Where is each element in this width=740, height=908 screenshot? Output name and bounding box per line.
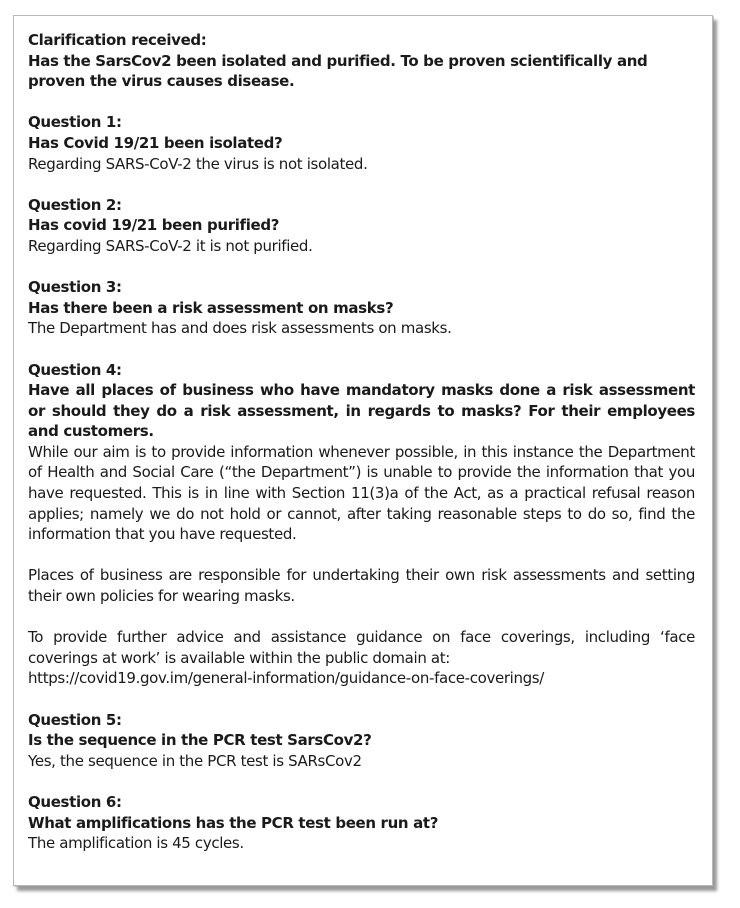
question-6-text: What amplifications has the PCR test been run at? xyxy=(28,813,439,832)
question-2-label: Question 2: xyxy=(28,195,122,214)
question-1-text: Has Covid 19/21 been isolated? xyxy=(28,133,283,152)
clarification-section xyxy=(28,30,695,92)
question-3-section xyxy=(28,277,695,339)
clarification-text: Has the SarsCov2 been isolated and purified. To be proven scientifically and proven the virus causes disease. xyxy=(28,51,648,91)
question-1-answer: Regarding SARS-CoV-2 the virus is not isolated. xyxy=(28,154,368,173)
document-content xyxy=(28,30,695,854)
question-5-text: Is the sequence in the PCR test SarsCov2? xyxy=(28,731,372,750)
question-4-answer-paragraph-1: While our aim is to provide information whenever possible, in this instance the Department of Health and Social Care (“the Department”) is unable to provide the information that you have requested. This is in line with Section 11(3)a of the Act, as a practical refusal reason applies; namely we do not hold or cannot, after taking reasonable steps to do so, find the information that you have requested. xyxy=(28,442,695,544)
question-6-answer: The amplification is 45 cycles. xyxy=(28,834,244,853)
question-4-label: Question 4: xyxy=(28,360,122,379)
question-5-label: Question 5: xyxy=(28,710,122,729)
question-5-answer: Yes, the sequence in the PCR test is SARsCov2 xyxy=(28,751,362,770)
question-4-section xyxy=(28,360,695,690)
question-6-section xyxy=(28,792,695,854)
question-3-answer: The Department has and does risk assessments on masks. xyxy=(28,319,452,338)
question-4-answer-paragraph-3: To provide further advice and assistance guidance on face coverings, including ‘face coverings at work’ is available within the public domain at: xyxy=(28,628,695,667)
question-2-answer: Regarding SARS-CoV-2 it is not purified. xyxy=(28,236,313,255)
clarification-label: Clarification received: xyxy=(28,31,207,49)
question-5-section xyxy=(28,710,695,772)
question-3-text: Has there been a risk assessment on masks? xyxy=(28,298,394,317)
question-1-label: Question 1: xyxy=(28,113,122,132)
question-4-text: Have all places of business who have mandatory masks done a risk assessment or should they do a risk assessment, in regards to masks? For their employees and customers. xyxy=(28,381,695,441)
question-6-label: Question 6: xyxy=(28,792,122,811)
question-3-label: Question 3: xyxy=(28,278,122,297)
question-1-section xyxy=(28,112,695,174)
face-coverings-guidance-link[interactable]: https://covid19.gov.im/general-information/guidance-on-face-coverings/ xyxy=(28,669,544,688)
question-2-text: Has covid 19/21 been purified? xyxy=(28,216,280,235)
question-4-answer-paragraph-2: Places of business are responsible for undertaking their own risk assessments and setting their own policies for wearing masks. xyxy=(28,566,695,606)
document-frame xyxy=(13,15,713,886)
question-2-section xyxy=(28,195,695,257)
